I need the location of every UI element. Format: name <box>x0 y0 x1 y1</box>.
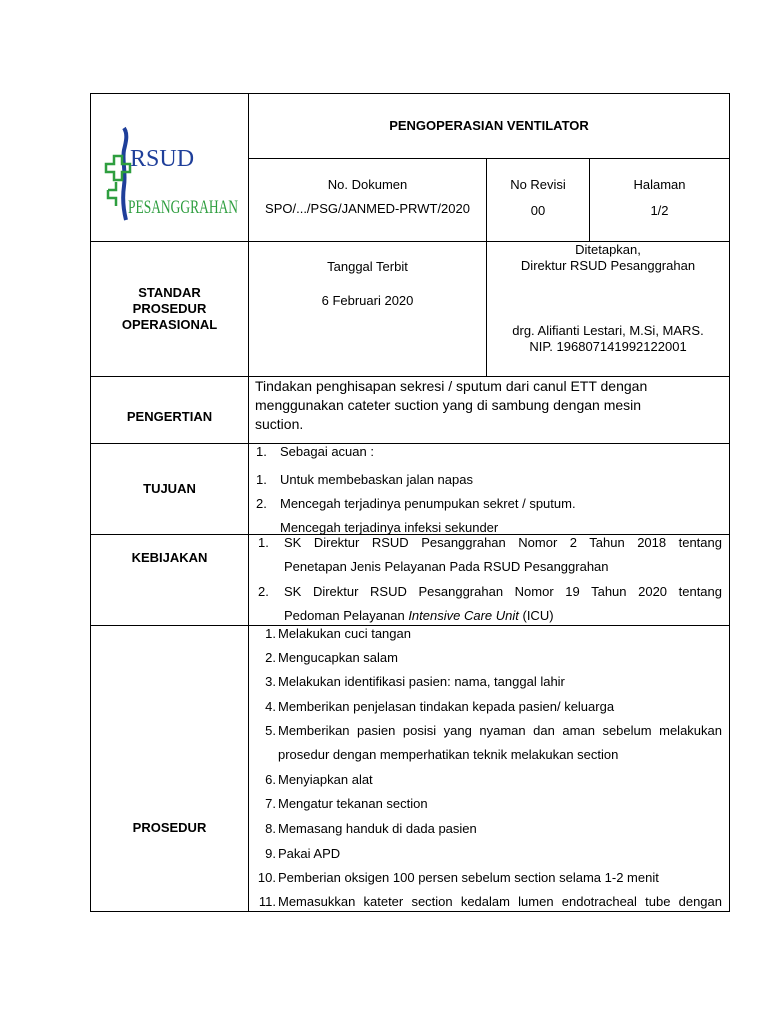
prosedur-step-5-cont: prosedur dengan memperhatikan teknik melakukan section <box>278 747 619 762</box>
list-item: 2. Mencegah terjadinya penumpukan sekret / sputum. <box>256 496 576 511</box>
prosedur-step-7: Mengatur tekanan section <box>278 796 428 811</box>
prosedur-num-5: 5. <box>265 723 276 738</box>
tujuan-list <box>252 444 724 540</box>
prosedur-step-4: Memberikan penjelasan tindakan kepada pasien/ keluarga <box>278 699 615 714</box>
tujuan-label: TUJUAN <box>143 481 196 496</box>
prosedur-list <box>252 626 724 911</box>
halaman-label: Halaman <box>633 177 686 192</box>
no-dokumen-label: No. Dokumen <box>327 177 408 192</box>
prosedur-step-8: Memasang handuk di dada pasien <box>278 821 477 836</box>
prosedur-num-8: 8. <box>265 821 276 836</box>
no-revisi-cell <box>487 159 589 241</box>
kebijakan-num-1: 1. <box>258 535 269 550</box>
kebijakan-item2-line1: SK Direktur RSUD Pesanggrahan Nomor 19 Tahun 2020 tentang <box>284 584 722 599</box>
prosedur-num-6: 6. <box>265 772 276 787</box>
no-dokumen-cell <box>249 159 486 241</box>
spo-label-line2: PROSEDUR <box>132 301 207 316</box>
no-dokumen-value: SPO/.../PSG/JANMED-PRWT/2020 <box>265 201 470 216</box>
pengertian-line1: Tindakan penghisapan sekresi / sputum dari canul ETT dengan <box>255 378 648 394</box>
prosedur-step-2: Mengucapkan salam <box>278 650 398 665</box>
ditetapkan-label: Ditetapkan, <box>575 242 641 257</box>
spo-label-line1: STANDAR <box>138 285 201 300</box>
prosedur-label: PROSEDUR <box>132 820 207 835</box>
border-bottom <box>90 911 730 912</box>
border-right <box>729 93 730 912</box>
list-item: 1. Sebagai acuan : <box>256 444 374 459</box>
list-item-continuation: Mencegah terjadinya infeksi sekunder <box>280 520 499 535</box>
direktur-label: Direktur RSUD Pesanggrahan <box>520 258 696 273</box>
logo-cross-icon <box>100 120 240 230</box>
prosedur-num-4: 4. <box>265 699 276 714</box>
spo-label-line3: OPERASIONAL <box>121 317 218 332</box>
prosedur-num-3: 3. <box>265 674 276 689</box>
prosedur-step-11: Memasukkan kateter section kedalam lumen endotracheal tube dengan <box>278 894 722 909</box>
tanggal-terbit-cell <box>249 242 486 376</box>
pengertian-line2: menggunakan cateter suction yang di sambung dengan mesin <box>255 397 642 413</box>
prosedur-num-10: 10. <box>257 870 276 885</box>
list-item: 1. Untuk membebaskan jalan napas <box>256 472 473 487</box>
kebijakan-label: KEBIJAKAN <box>131 550 208 565</box>
prosedur-num-11: 11. <box>258 894 276 909</box>
kebijakan-num-2: 2. <box>258 584 269 599</box>
pengertian-label: PENGERTIAN <box>126 409 213 424</box>
prosedur-step-9: Pakai APD <box>278 846 341 861</box>
logo-text-pesanggrahan: PESANGGRAHAN <box>128 197 239 218</box>
signer-name: drg. Alifianti Lestari, M.Si, MARS. <box>512 323 704 338</box>
no-revisi-label: No Revisi <box>510 177 566 192</box>
kebijakan-list <box>252 535 722 625</box>
tanggal-terbit-value: 6 Februari 2020 <box>321 293 414 308</box>
ditetapkan-cell <box>487 242 729 376</box>
document-title: PENGOPERASIAN VENTILATOR <box>389 118 589 133</box>
kebijakan-item2-line2: Pedoman Pelayanan Intensive Care Unit (ICU) <box>284 608 554 623</box>
prosedur-num-1: 1. <box>265 626 276 641</box>
prosedur-step-1: Melakukan cuci tangan <box>278 626 411 641</box>
kebijakan-item1-line2: Penetapan Jenis Pelayanan Pada RSUD Pesanggrahan <box>284 559 609 574</box>
prosedur-num-7: 7. <box>265 796 276 811</box>
prosedur-step-10: Pemberian oksigen 100 persen sebelum section selama 1-2 menit <box>278 870 659 885</box>
prosedur-step-5: Memberikan pasien posisi yang nyaman dan aman sebelum melakukan <box>278 723 722 738</box>
signer-nip: NIP. 196807141992122001 <box>529 339 687 354</box>
halaman-cell <box>590 159 729 241</box>
kebijakan-item1-line1: SK Direktur RSUD Pesanggrahan Nomor 2 Tahun 2018 tentang <box>284 535 722 550</box>
pengertian-line3: suction. <box>255 416 304 432</box>
prosedur-num-2: 2. <box>265 650 276 665</box>
prosedur-num-9: 9. <box>265 846 276 861</box>
prosedur-step-3: Melakukan identifikasi pasien: nama, tanggal lahir <box>278 674 565 689</box>
hospital-logo <box>100 120 240 230</box>
prosedur-step-6: Menyiapkan alat <box>278 772 373 787</box>
halaman-value: 1/2 <box>650 203 669 218</box>
spo-label <box>91 242 248 376</box>
pengertian-text <box>255 377 725 443</box>
no-revisi-value: 00 <box>530 203 546 218</box>
tanggal-terbit-label: Tanggal Terbit <box>327 259 408 274</box>
logo-text-rsud: RSUD <box>130 146 195 172</box>
